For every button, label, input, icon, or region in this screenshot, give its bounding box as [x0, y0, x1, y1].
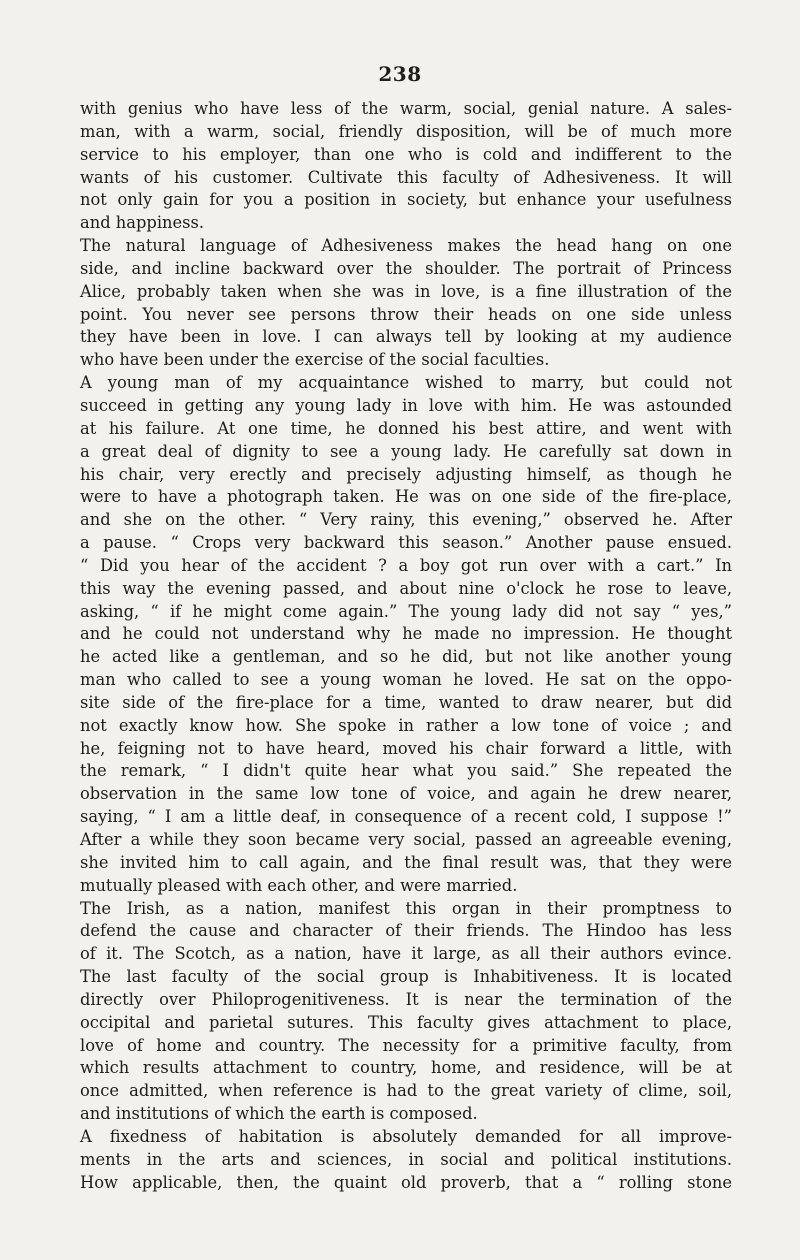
- text-line: love of home and country. The necessity for a primitive faculty, from: [80, 1035, 732, 1055]
- text-line: defend the cause and character of their friends. The Hindoo has less: [80, 921, 732, 941]
- text-line: she invited him to call again, and the final result was, that they were: [80, 852, 732, 872]
- text-line: this way the evening passed, and about nine o'clock he rose to leave,: [80, 578, 732, 598]
- text-line: and institutions of which the earth is composed.: [80, 1104, 478, 1124]
- page-number: 238: [378, 62, 422, 86]
- text-line: The Irish, as a nation, manifest this organ in their promptness to: [80, 898, 732, 918]
- text-line: and she on the other. “ Very rainy, this evening,” observed he. After: [80, 510, 732, 530]
- text-line: directly over Philoprogenitiveness. It is near the termination of the: [80, 989, 732, 1009]
- text-line: Alice, probably taken when she was in love, is a fine illustration of the: [80, 281, 732, 301]
- text-line: and he could not understand why he made no impression. He thought: [80, 624, 732, 644]
- text-line: The natural language of Adhesiveness makes the head hang on one: [80, 236, 732, 256]
- text-line: the remark, “ I didn't quite hear what you said.” She repeated the: [80, 761, 732, 781]
- text-line: “ Did you hear of the accident ? a boy got run over with a cart.” In: [80, 555, 732, 575]
- text-line: wants of his customer. Cultivate this faculty of Adhesiveness. It will: [80, 167, 732, 187]
- text-line: of it. The Scotch, as a nation, have it large, as all their authors evince.: [80, 944, 732, 964]
- text-line: and happiness.: [80, 213, 205, 233]
- body-text: [80, 98, 732, 1195]
- text-line: with genius who have less of the warm, social, genial nature. A sales-: [80, 99, 732, 118]
- text-line: man who called to see a young woman he loved. He sat on the oppo-: [80, 670, 732, 690]
- text-line: A fixedness of habitation is absolutely demanded for all improve-: [80, 1126, 732, 1146]
- text-line: After a while they soon became very social, passed an agreeable evening,: [80, 830, 732, 849]
- text-line: How applicable, then, the quaint old proverb, that a “ rolling stone: [80, 1172, 732, 1192]
- text-line: succeed in getting any young lady in love with him. He was astounded: [80, 395, 732, 415]
- text-line: A young man of my acquaintance wished to marry, but could not: [80, 373, 732, 393]
- text-line: he, feigning not to have heard, moved his chair forward a little, with: [80, 738, 732, 758]
- text-line: mutually pleased with each other, and were married.: [80, 875, 518, 895]
- text-line: a great deal of dignity to see a young lady. He carefully sat down in: [80, 441, 732, 461]
- text-line: were to have a photograph taken. He was on one side of the fire-place,: [80, 487, 732, 507]
- text-line: at his failure. At one time, he donned his best attire, and went with: [80, 418, 732, 438]
- text-line: he acted like a gentleman, and so he did, but not like another young: [80, 647, 732, 667]
- text-line: ments in the arts and sciences, in social and political institutions.: [80, 1149, 732, 1169]
- text-line: The last faculty of the social group is Inhabitiveness. It is located: [80, 967, 732, 987]
- text-line: site side of the fire-place for a time, wanted to draw nearer, but did: [80, 692, 732, 712]
- text-line: occipital and parietal sutures. This faculty gives attachment to place,: [80, 1012, 732, 1032]
- text-line: which results attachment to country, home, and residence, will be at: [80, 1058, 732, 1078]
- text-line: service to his employer, than one who is cold and indifferent to the: [80, 144, 732, 164]
- text-line: man, with a warm, social, friendly disposition, will be of much more: [80, 121, 732, 141]
- text-line: once admitted, when reference is had to the great variety of clime, soil,: [80, 1081, 732, 1101]
- text-line: saying, “ I am a little deaf, in consequence of a recent cold, I suppose !”: [80, 807, 732, 827]
- text-line: his chair, very erectly and precisely adjusting himself, as though he: [80, 464, 732, 484]
- text-line: not only gain for you a position in society, but enhance your usefulness: [80, 190, 732, 210]
- text-line: who have been under the exercise of the social faculties.: [80, 350, 550, 370]
- text-line: asking, “ if he might come again.” The young lady did not say “ yes,”: [80, 601, 732, 621]
- text-line: side, and incline backward over the shoulder. The portrait of Princess: [80, 258, 732, 278]
- text-line: observation in the same low tone of voice, and again he drew nearer,: [80, 784, 732, 804]
- text-line: point. You never see persons throw their heads on one side unless: [80, 304, 732, 324]
- text-line: not exactly know how. She spoke in rather a low tone of voice ; and: [80, 715, 732, 735]
- text-line: they have been in love. I can always tell by looking at my audience: [80, 327, 732, 347]
- text-line: a pause. “ Crops very backward this season.” Another pause ensued.: [80, 533, 732, 553]
